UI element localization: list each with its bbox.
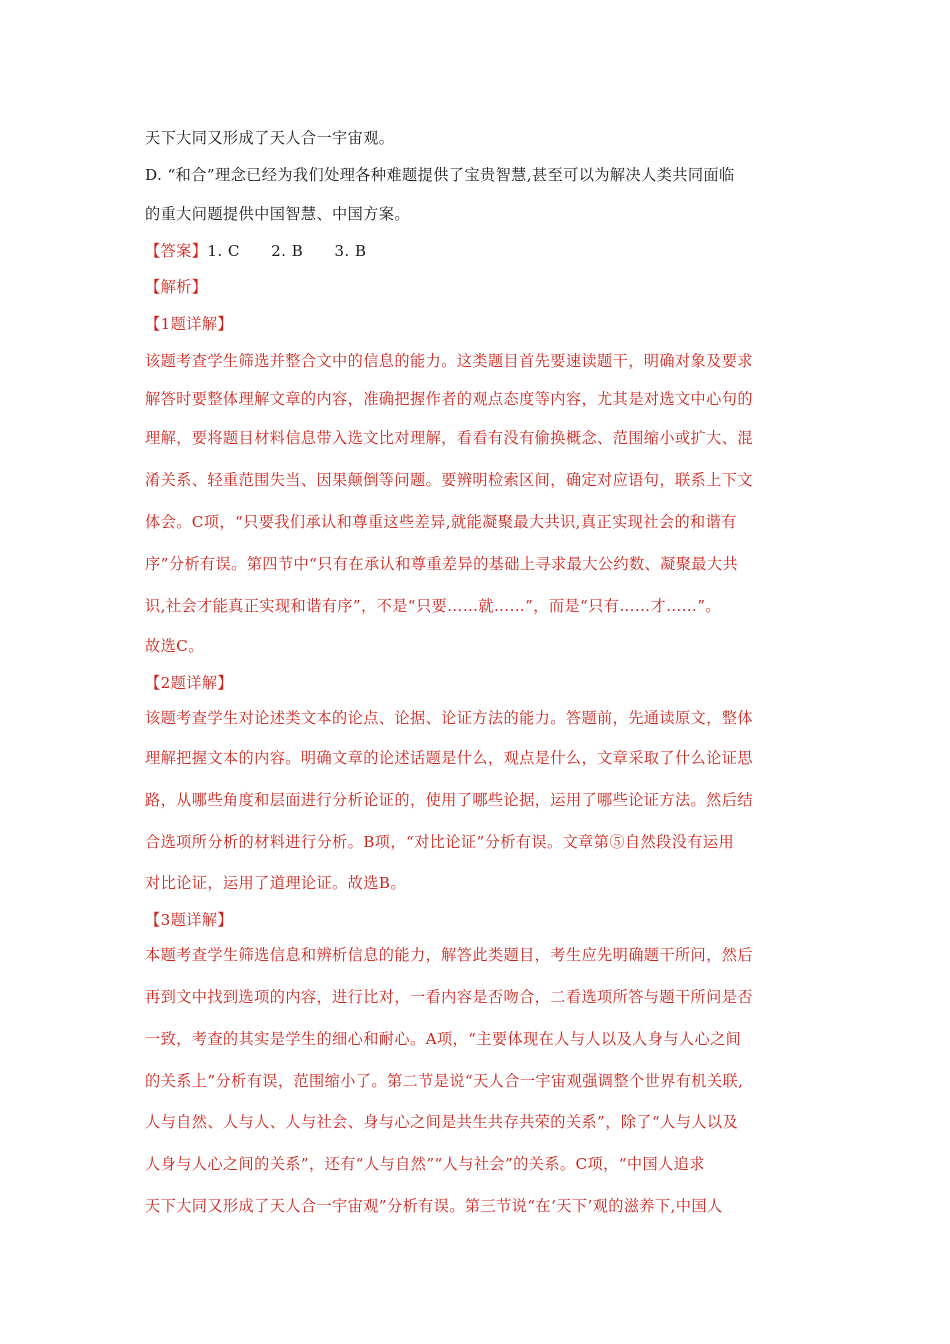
q3-line-5: 人与自然、人与人、人与社会、身与心之间是共生共存共荣的关系”，除了“人与人以及 bbox=[145, 1113, 739, 1131]
q3-line-3: 一致，考查的其实是学生的细心和耐心。A项，“主要体现在人与人以及人身与人心之间 bbox=[145, 1030, 742, 1048]
q1-line-2: 解答时要整体理解文章的内容，准确把握作者的观点态度等内容，尤其是对选文中心句的 bbox=[145, 390, 753, 408]
q2-line-1: 该题考查学生对论述类文本的论点、论据、论证方法的能力。答题前，先通读原文，整体 bbox=[145, 709, 753, 727]
analysis-heading: 【解析】 bbox=[145, 278, 208, 296]
q3-line-4: 的关系上”分析有误，范围缩小了。第二节是说“天人合一宇宙观强调整个世界有机关联, bbox=[145, 1072, 744, 1090]
q3-line-7: 天下大同又形成了天人合一宇宙观”分析有误。第三节说“在‘天下’观的滋养下,中国人 bbox=[145, 1197, 723, 1215]
answer-line bbox=[145, 241, 810, 261]
answer-values: 1. C 2. B 3. B bbox=[207, 242, 367, 260]
q1-line-3: 理解，要将题目材料信息带入选文比对理解，看看有没有偷换概念、范围缩小或扩大、混 bbox=[145, 429, 753, 447]
q2-line-2: 理解把握文本的内容。明确文章的论述话题是什么，观点是什么，文章采取了什么论证思 bbox=[145, 749, 753, 767]
q1-line-1: 该题考查学生筛选并整合文中的信息的能力。这类题目首先要速读题干，明确对象及要求 bbox=[145, 352, 753, 370]
q1-line-5: 体会。C项，“只要我们承认和尊重这些差异,就能凝聚最大共识,真正实现社会的和谐有 bbox=[145, 513, 737, 531]
q1-line-6: 序”分析有误。第四节中“只有在承认和尊重差异的基础上寻求最大公约数、凝聚最大共 bbox=[145, 555, 739, 573]
q3-line-1: 本题考查学生筛选信息和辨析信息的能力，解答此类题目，考生应先明确题干所问，然后 bbox=[145, 946, 753, 964]
option-d-line-2: 的重大问题提供中国智慧、中国方案。 bbox=[145, 205, 410, 223]
q3-line-6: 人身与人心之间的关系”，还有“人与自然”“人与社会”的关系。C项，“中国人追求 bbox=[145, 1155, 705, 1173]
q3-heading: 【3题详解】 bbox=[145, 911, 234, 929]
q1-line-4: 淆关系、轻重范围失当、因果颠倒等问题。要辨明检索区间，确定对应语句，联系上下文 bbox=[145, 471, 753, 489]
answer-label: 【答案】 bbox=[145, 242, 208, 260]
q3-line-2: 再到文中找到选项的内容，进行比对，一看内容是否吻合，二看选项所答与题干所问是否 bbox=[145, 988, 753, 1006]
q1-line-7: 识,社会才能真正实现和谐有序”，不是“只要……就……”，而是“只有……才……”。 bbox=[145, 597, 722, 615]
option-d-line-1: D. “和合”理念已经为我们处理各种难题提供了宝贵智慧,甚至可以为解决人类共同面临 bbox=[145, 166, 735, 184]
q2-line-3: 路，从哪些角度和层面进行分析论证的，使用了哪些论据，运用了哪些论证方法。然后结 bbox=[145, 791, 753, 809]
q2-heading: 【2题详解】 bbox=[145, 674, 234, 692]
q1-line-8: 故选C。 bbox=[145, 637, 204, 655]
q1-heading: 【1题详解】 bbox=[145, 315, 234, 333]
q2-line-5: 对比论证，运用了道理论证。故选B。 bbox=[145, 874, 406, 892]
text-line-1: 天下大同又形成了天人合一宇宙观。 bbox=[145, 129, 395, 147]
q2-line-4: 合选项所分析的材料进行分析。B项，“对比论证”分析有误。文章第⑤自然段没有运用 bbox=[145, 833, 735, 851]
